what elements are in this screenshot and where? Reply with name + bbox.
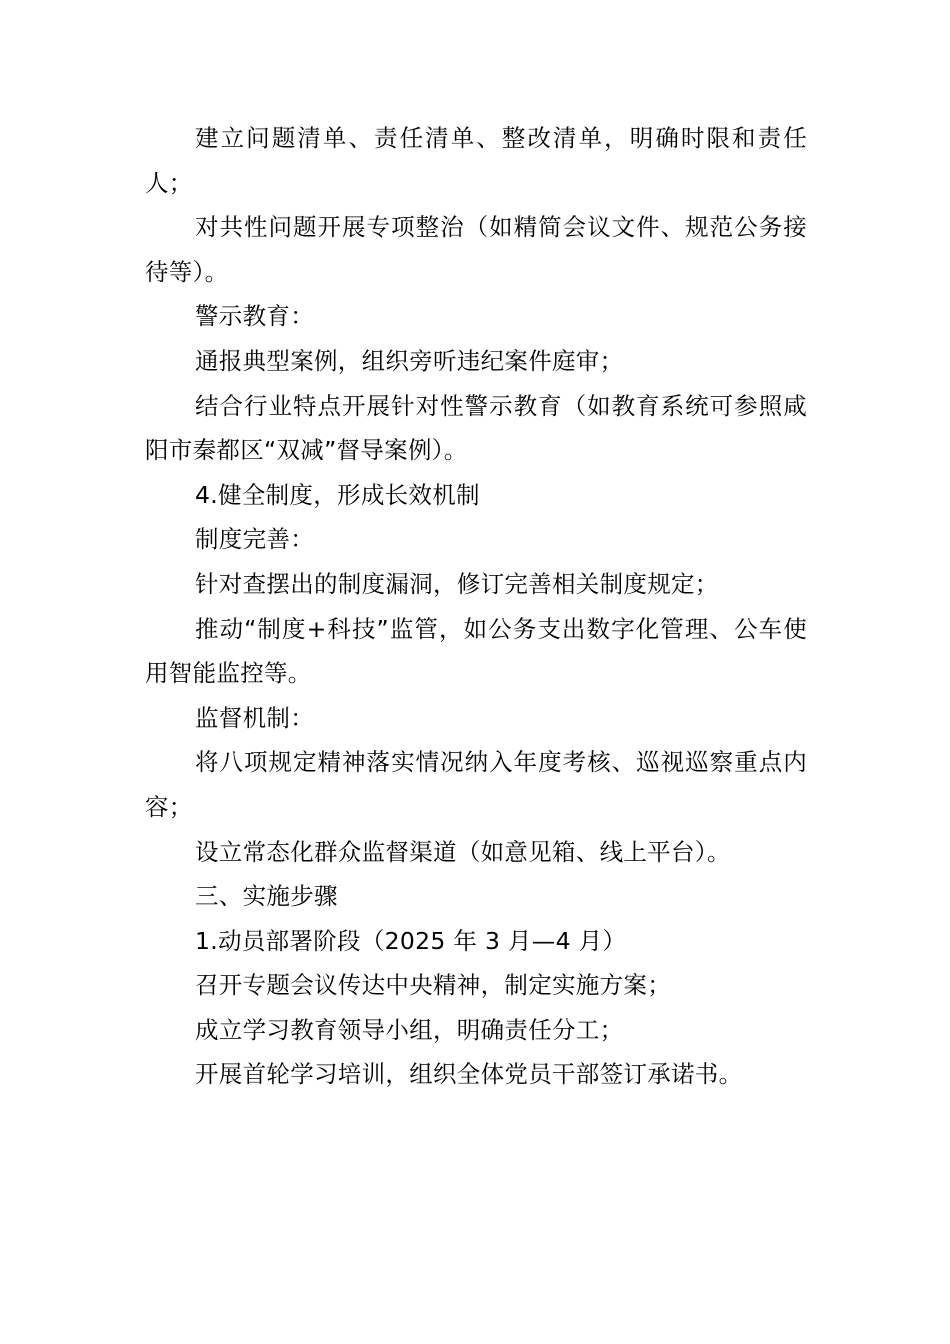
heading-improve-system: 4.健全制度，形成长效机制 — [195, 480, 480, 509]
heading-implementation-steps: 三、实施步骤 — [195, 882, 338, 911]
paragraph-fix-loopholes: 针对查摆出的制度漏洞，修订完善相关制度规定； — [195, 569, 719, 598]
paragraph-first-training: 开展首轮学习培训，组织全体党员干部签订承诺书。 — [195, 1060, 743, 1089]
paragraph-system-tech: 推动“制度+科技”监管，如公务支出数字化管理、公车使用智能监控等。 — [145, 614, 807, 688]
heading-mobilization-phase: 1.动员部署阶段（2025 年 3 月—4 月） — [195, 926, 627, 955]
paragraph-public-supervision: 设立常态化群众监督渠道（如意见箱、线上平台）。 — [195, 837, 731, 866]
paragraph-problem-lists: 建立问题清单、责任清单、整改清单，明确时限和责任人； — [145, 124, 807, 197]
heading-supervision-mechanism: 监督机制： — [195, 703, 314, 732]
document-page — [145, 116, 807, 1097]
paragraph-annual-assessment: 将八项规定精神落实情况纳入年度考核、巡视巡察重点内容； — [145, 748, 807, 821]
paragraph-typical-cases: 通报典型案例，组织旁听违纪案件庭审； — [195, 346, 624, 375]
heading-system-improvement: 制度完善： — [195, 525, 314, 554]
heading-warning-education: 警示教育： — [195, 302, 314, 331]
paragraph-special-rectification: 对共性问题开展专项整治（如精简会议文件、规范公务接待等）。 — [145, 213, 807, 286]
paragraph-special-meeting: 召开专题会议传达中央精神，制定实施方案； — [195, 971, 671, 1000]
paragraph-leading-group: 成立学习教育领导小组，明确责任分工； — [195, 1015, 624, 1044]
paragraph-industry-warning: 结合行业特点开展针对性警示教育（如教育系统可参照咸阳市秦都区“双减”督导案例）。 — [145, 391, 807, 465]
